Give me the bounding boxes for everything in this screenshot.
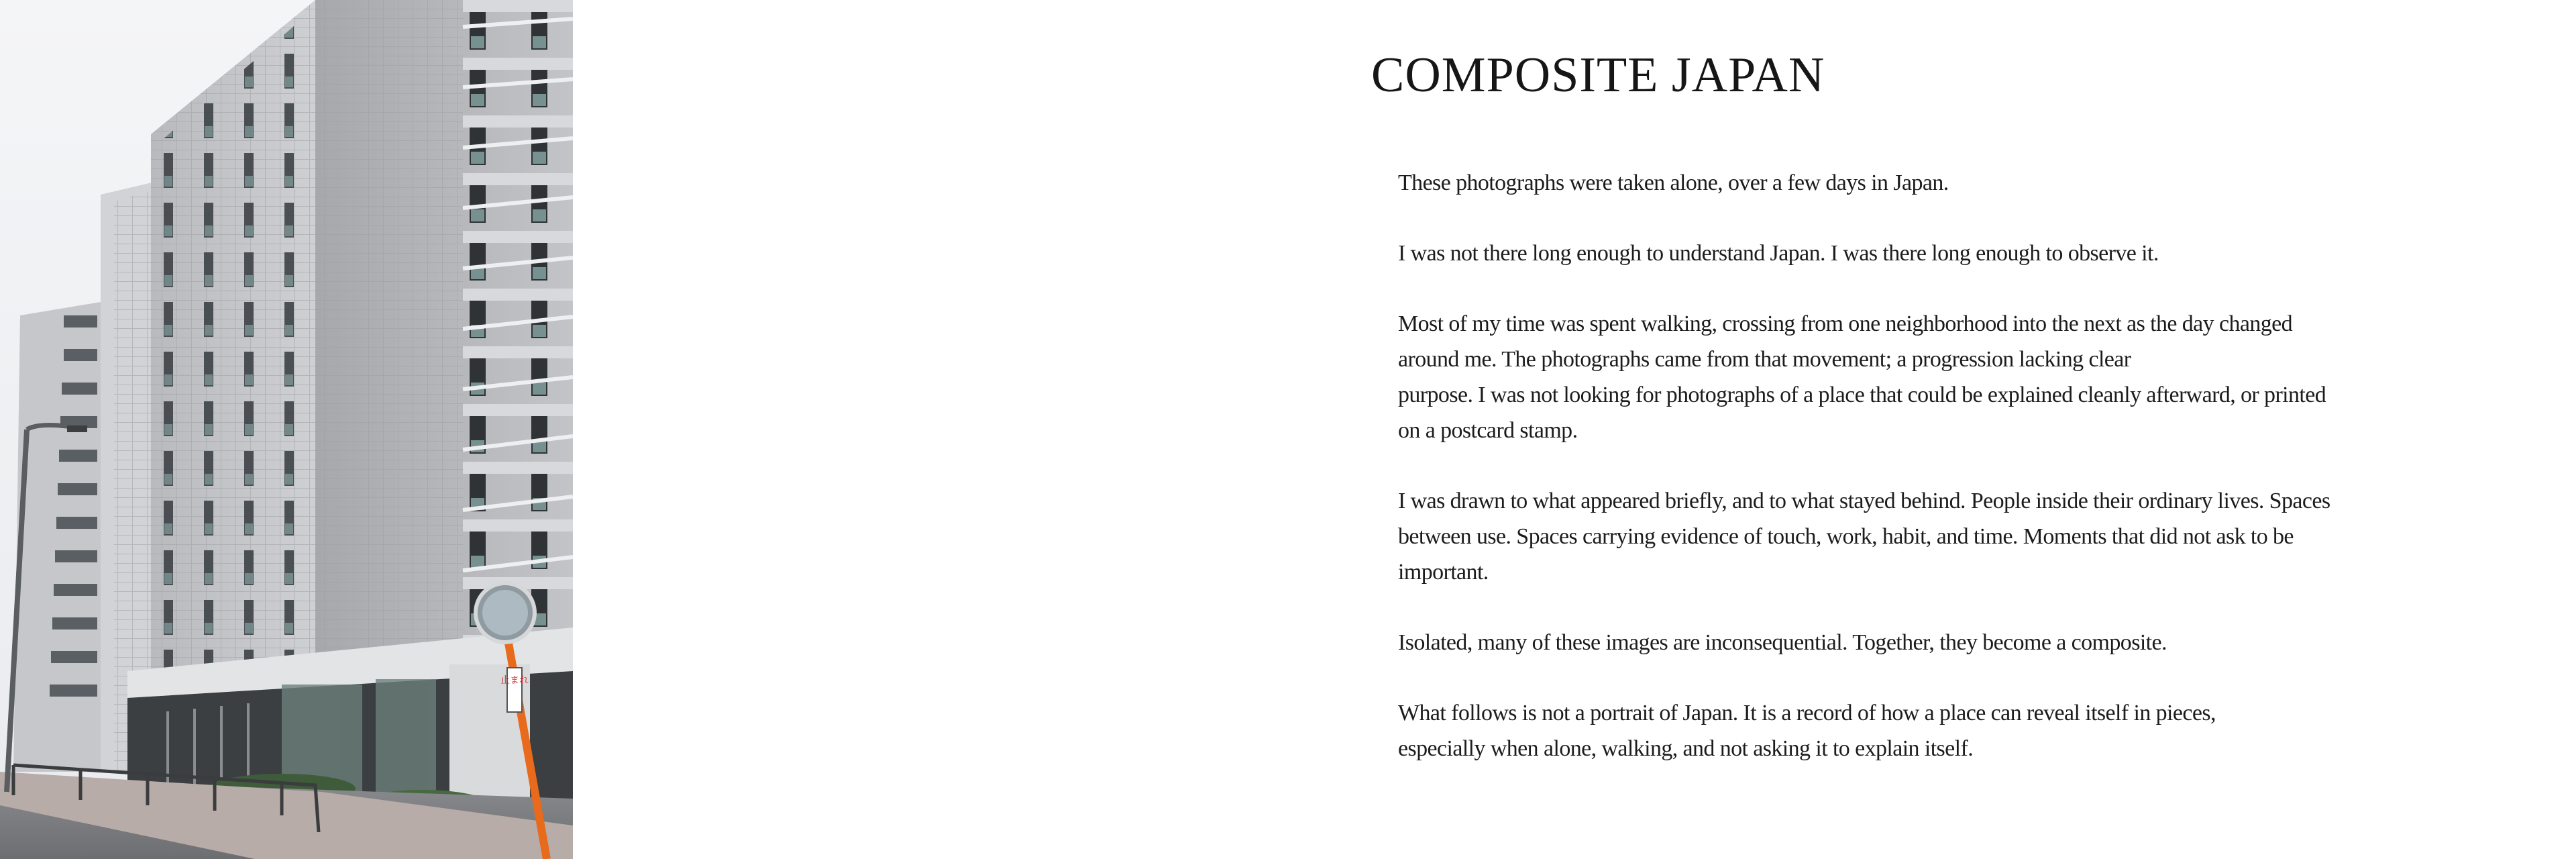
paragraph-line: Most of my time was spent walking, crossing from one neighborhood into the next as the day changed [1398, 311, 2293, 336]
paragraph-line: between use. Spaces carrying evidence of touch, work, habit, and time. Moments that did not ask to be [1398, 524, 2294, 549]
essay-body [1371, 109, 2371, 766]
paragraph [1398, 483, 2371, 590]
paragraph-line: These photographs were taken alone, over a few days in Japan. [1398, 170, 1949, 195]
paragraph [1398, 306, 2371, 448]
paragraph-line: What follows is not a portrait of Japan. It is a record of how a place can reveal itself in pieces, [1398, 701, 2216, 725]
paragraph-line: around me. The photographs came from that movement; a progression lacking clear [1398, 347, 2131, 372]
building-photo-icon [0, 0, 573, 859]
paragraph-line: purpose. I was not looking for photographs of a place that could be explained cleanly afterward, or printed [1398, 383, 2326, 407]
paragraph [1398, 165, 2371, 201]
paragraph [1398, 625, 2371, 660]
stop-sign-text: 止まれ [500, 675, 529, 686]
paragraph-line: Isolated, many of these images are inconsequential. Together, they become a composite. [1398, 630, 2167, 655]
paragraph-line: on a postcard stamp. [1398, 418, 1578, 443]
page-title: COMPOSITE JAPAN [1371, 48, 1825, 103]
essay-column [1371, 42, 2364, 801]
paragraph [1398, 695, 2371, 766]
paragraph-line: I was not there long enough to understand Japan. I was there long enough to observe it. [1398, 241, 2159, 266]
paragraph-line: especially when alone, walking, and not asking it to explain itself. [1398, 736, 1974, 761]
paragraph-line: I was drawn to what appeared briefly, and to what stayed behind. People inside their ordinary lives. Spaces [1398, 489, 2330, 513]
paragraph-line: important. [1398, 560, 1489, 585]
building-photo [0, 0, 573, 859]
paragraph [1398, 236, 2371, 271]
